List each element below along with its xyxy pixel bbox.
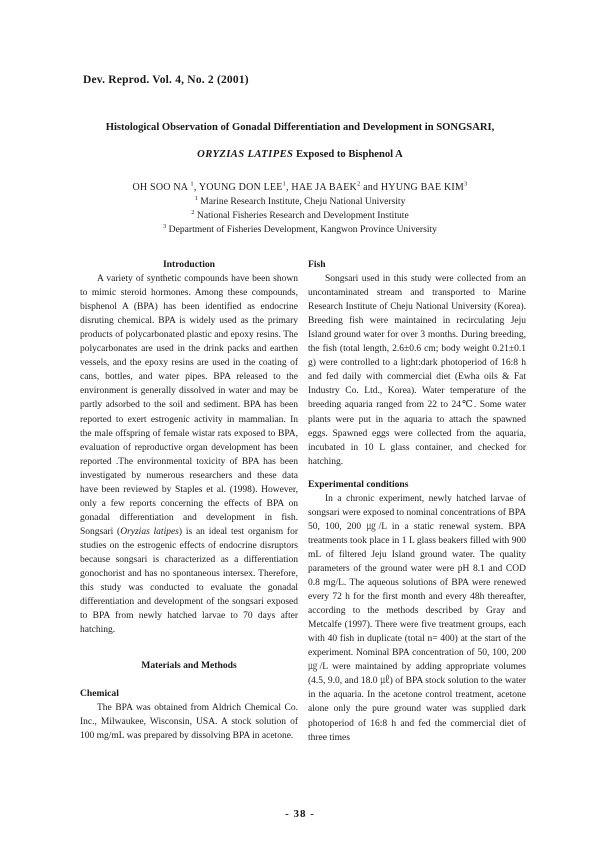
affil-text: Marine Research Institute, Cheju National University: [200, 196, 406, 207]
introduction-heading: Introduction: [162, 259, 216, 270]
experimental-conditions-heading: Experimental conditions: [308, 478, 409, 490]
chemical-paragraph: The BPA was obtained from Aldrich Chemical Co. Inc., Milwaukee, Wisconsin, USA. A stock solution of 100 mg/mL was prepared by dissolving BPA in acetone.: [80, 703, 298, 742]
affiliation-3: [40, 224, 560, 235]
affil-mark: 3: [163, 222, 167, 230]
left-column: [80, 258, 298, 744]
methods-heading: Materials and Methods: [141, 660, 237, 672]
affil-mark: 2: [191, 208, 195, 216]
fish-heading: Fish: [308, 259, 326, 270]
author-list: OH SOO NA $^1$, YOUNG DON LEE$^1$, HAE JA BAEK$^2$ and HYUNG BAE KIM$^3$: [132, 180, 468, 193]
author-affil-mark: 2: [356, 180, 361, 188]
introduction-paragraph: [80, 272, 298, 637]
author-name: YOUNG DON LEE: [198, 182, 283, 193]
title-species: ORYZIAS LATIPES: [197, 149, 294, 160]
page-number: - 38 -: [285, 808, 315, 820]
affil-text: National Fisheries Research and Development Institute: [196, 210, 409, 221]
author-name: HYUNG BAE KIM: [380, 182, 465, 193]
paper-title-line-1: Histological Observation of Gonadal Differentiation and Development in SONGSARI,: [105, 122, 495, 133]
affiliation-2: [40, 210, 560, 221]
intro-text: A variety of synthetic compounds have been shown to mimic steroid hormones. Among these compounds, bisphenol A (BPA) has been identified as endocrine disruting chemical. BPA is widely used as the primary products of polycarbonated plastic and epoxy resins. The polycarbonates are used in the drink packs and earthen vessels, and the epoxy resins are used in the coating of cans, bottles, and water pipes. BPA released to the environment is generally dissolved in water and may be partly adsorbed to the soil and sediment. BPA has been reported to exert estrogenic activity in mammalian. In the male offspring of female wistar rats exposed to BPA, evaluation of reproductive organ development has been reported .The environmental toxicity of BPA has been investigated by numerous researchers and these data have been reviewed by Staples et al. (1998). However, only a few reports concerning the effects of BPA on gonadal differentiation and development in fish. Songsari (: [80, 274, 298, 537]
intro-species: Oryzias latipes: [120, 526, 179, 537]
author-affil-mark: 3: [464, 180, 468, 188]
author-name: OH SOO NA: [132, 182, 188, 193]
affil-mark: 1: [194, 194, 198, 202]
author-affil-mark: 1: [282, 180, 286, 188]
author-affil-mark: 1: [190, 180, 194, 188]
affiliation-1: [40, 196, 560, 207]
experimental-paragraph: In a chronic experiment, newly hatched larvae of songsari were exposed to nominal concentrations of BPA 50, 100, 200 ㎍/L in a static renewal system. BPA treatments took place in 1 L glass beakers filled with 900 mL of filtered Jeju Island ground water. The quality parameters of the ground water were pH 8.1 and COD 0.8 mg/L. The aqueous solutions of BPA were renewed every 72 h for the first month and every 48h thereafter, according to the methods described by Gray and Metcalfe (1997). There were five treatment groups, each with 40 fish in duplicate (total n= 400) at the start of the experiment. Nominal BPA concentration of 50, 100, 200 ㎍/L were maintained by adding appropriate volumes (4.5, 9.0, and 18.0 ㎕) of BPA stock solution to the water in the aquaria. In the acetone control treatment, acetone alone only the pure ground water was supplied dark photoperiod of 16:8 h and fed the commercial diet of three times: [308, 493, 526, 743]
intro-text-end: ) is an ideal test organism for studies on the estrogenic effects of endocrine disruptors because songsari is characterized as a differentiation gonochorist and has no spontaneous intersex. Therefore, this study was conducted to evaluate the gonadal differentiation and development of the songsari exposed to BPA from newly hatched larvae to 70 days after hatching.: [80, 526, 298, 636]
chemical-heading: Chemical: [80, 688, 119, 700]
fish-paragraph: Songsari used in this study were collected from an uncontaminated stream and transported to Marine Research Institute of Cheju National University (Korea). Breeding fish were maintained in recirculating Jeju Island ground water for over 3 months. During breeding, the fish (total length, 2.6±0.6 cm; body weight 0.21±0.1 g) were controlled to a light:dark photoperiod of 16:8 h and fed daily with commercial diet (Ewha oils & Fat Industry Co. Ltd., Korea). Water temperature of the breeding aquaria ranged from 22 to 24℃. Some water plants were put in the aquaria to attach the spawned eggs. Spawned eggs were collected from the aquaria, incubated in 10 L glass container, and checked for hatching.: [308, 274, 526, 467]
title-rest: Exposed to Bisphenol A: [293, 149, 403, 160]
right-column: [308, 258, 526, 745]
journal-citation: Dev. Reprod. Vol. 4, No. 2 (2001): [83, 74, 249, 86]
affil-text: Department of Fisheries Development, Kangwon Province University: [168, 224, 437, 235]
paper-title-line-2: [40, 149, 560, 160]
author-name: HAE JA BAEK: [291, 182, 357, 193]
